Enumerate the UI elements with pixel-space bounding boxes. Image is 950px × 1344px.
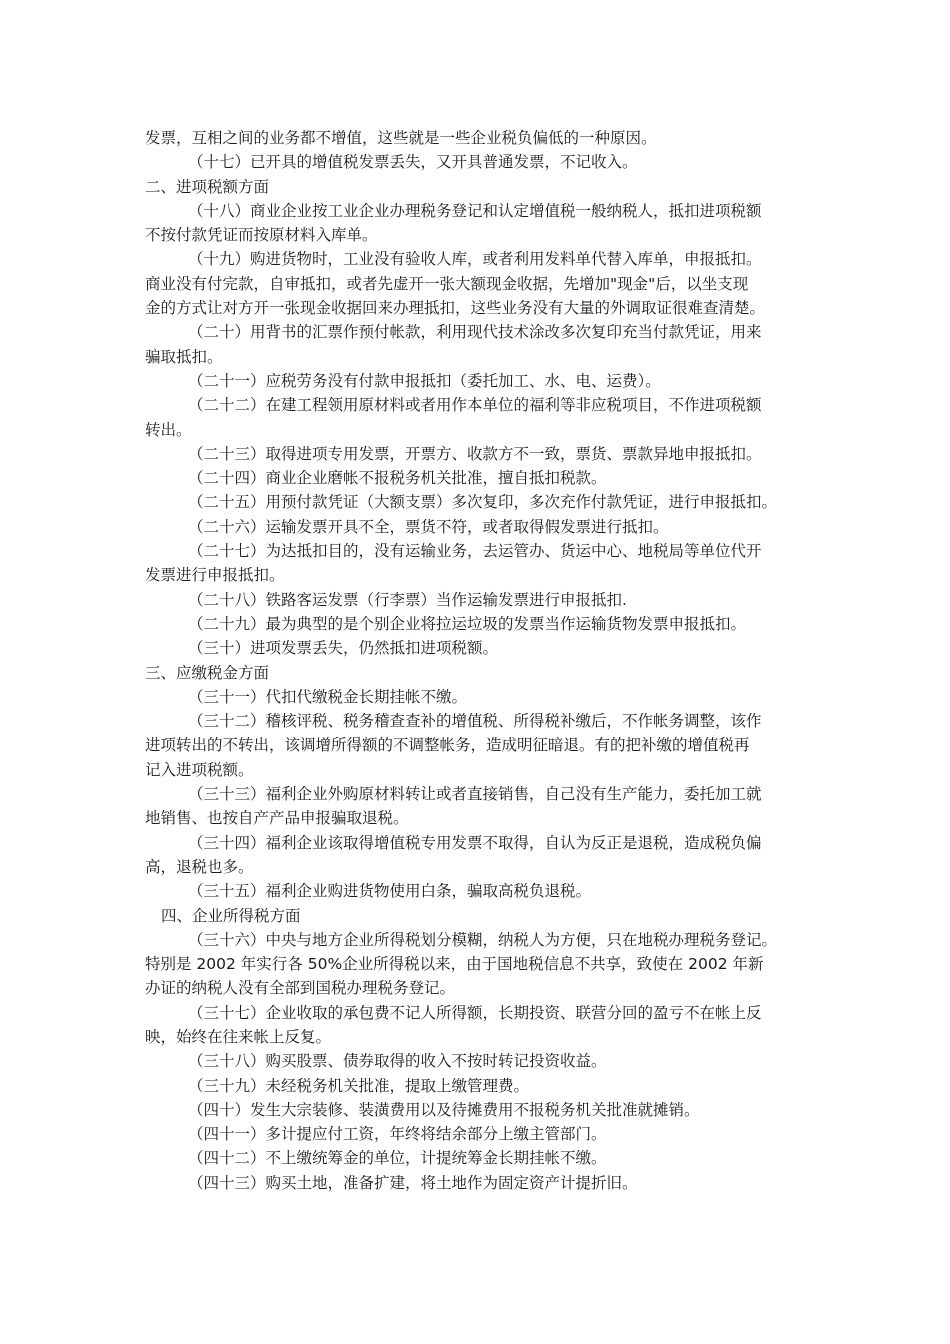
text-line: （三十七）企业收取的承包费不记人所得额，长期投资、联营分回的盈亏不在帐上反	[188, 1003, 762, 1022]
text-line: （二十九）最为典型的是个别企业将拉运垃圾的发票当作运输货物发票申报抵扣。	[188, 614, 747, 633]
text-line: （十八）商业企业按工业企业办理税务登记和认定增值税一般纳税人，抵扣进项税额	[188, 201, 762, 220]
text-line: （二十）用背书的汇票作预付帐款，利用现代技术涂改多次复印充当付款凭证，用来	[188, 323, 762, 342]
text-line: 记入进项税额。	[145, 760, 254, 779]
text-line: 转出。	[145, 420, 192, 439]
text-line: （四十）发生大宗装修、装潢费用以及待摊费用不报税务机关批准就摊销。	[188, 1100, 700, 1119]
text-line: 进项转出的不转出，该调增所得额的不调整帐务，造成明征暗退。有的把补缴的增值税再	[145, 736, 750, 755]
text-line: （二十八）铁路客运发票（行李票）当作运输发票进行申报抵扣.	[188, 590, 627, 609]
text-line: （三十四）福利企业该取得增值税专用发票不取得，自认为反正是退税，造成税负偏	[188, 833, 762, 852]
text-line: （四十三）购买土地，准备扩建，将土地作为固定资产计提折旧。	[188, 1173, 638, 1192]
text-line: （三十九）未经税务机关批准，提取上缴管理费。	[188, 1076, 530, 1095]
text-line: （十七）已开具的增值税发票丢失，又开具普通发票，不记收入。	[188, 153, 638, 172]
text-line: （四十二）不上缴统筹金的单位，计提统筹金长期挂帐不缴。	[188, 1149, 607, 1168]
text-line: 地销售、也按自产产品申报骗取退税。	[145, 809, 409, 828]
text-line: （三十八）购买股票、债券取得的收入不按时转记投资收益。	[188, 1052, 607, 1071]
text-line: 发票进行申报抵扣。	[145, 566, 285, 585]
text-line: 高，退税也多。	[145, 857, 254, 876]
text-line: 四、企业所得税方面	[161, 906, 301, 925]
text-line: （二十三）取得进项专用发票，开票方、收款方不一致，票货、票款异地申报抵扣。	[188, 444, 762, 463]
text-line: 商业没有付完款，自审抵扣，或者先虚开一张大额现金收据，先增加"现金"后，以坐支现	[145, 274, 749, 293]
text-line: 三、应缴税金方面	[145, 663, 270, 682]
text-line: 办证的纳税人没有全部到国税办理税务登记。	[145, 979, 456, 998]
text-line: （三十六）中央与地方企业所得税划分模糊，纳税人为方便，只在地税办理税务登记。	[188, 930, 778, 949]
text-line: （十九）购进货物时，工业没有验收人库，或者利用发料单代替入库单，申报抵扣。	[188, 250, 762, 269]
text-line: （三十三）福利企业外购原材料转让或者直接销售，自己没有生产能力，委托加工就	[188, 785, 762, 804]
text-line: 发票，互相之间的业务都不增值，这些就是一些企业税负偏低的一种原因。	[145, 129, 657, 147]
text-line: 不按付款凭证而按原材料入库单。	[145, 226, 378, 245]
text-line: 金的方式让对方开一张现金收据回来办理抵扣，这些业务没有大量的外调取证很难查清楚。	[145, 299, 766, 318]
text-line: （二十二）在建工程领用原材料或者用作本单位的福利等非应税项目，不作进项税额	[188, 396, 762, 415]
text-line: 骗取抵扣。	[145, 347, 223, 366]
text-line: （二十一）应税劳务没有付款申报抵扣（委托加工、水、电、运费）。	[188, 371, 661, 390]
text-line: （三十五）福利企业购进货物使用白条，骗取高税负退税。	[188, 882, 592, 901]
text-line: （二十四）商业企业磨帐不报税务机关批准，擅自抵扣税款。	[188, 469, 607, 488]
text-line: （二十七）为达抵扣目的，没有运输业务，去运管办、货运中心、地税局等单位代开	[188, 542, 762, 561]
text-line: （二十六）运输发票开具不全，票货不符，或者取得假发票进行抵扣。	[188, 517, 669, 536]
text-line: 特别是 2002 年实行各 50%企业所得税以来，由于国地税信息不共享，致使在 2002 年新	[145, 955, 764, 974]
text-line: （四十一）多计提应付工资，年终将结余部分上缴主管部门。	[188, 1125, 607, 1144]
text-line: （二十五）用预付款凭证（大额支票）多次复印，多次充作付款凭证，进行申报抵扣。	[188, 493, 778, 512]
text-line: （三十一）代扣代缴税金长期挂帐不缴。	[188, 687, 468, 706]
text-line: 映，始终在往来帐上反复。	[145, 1027, 332, 1046]
text-line: （三十）进项发票丢失，仍然抵扣进项税额。	[188, 639, 499, 658]
text-line: （三十二）稽核评税、税务稽查查补的增值税、所得税补缴后，不作帐务调整，该作	[188, 712, 762, 731]
text-line: 二、进项税额方面	[145, 177, 270, 196]
document-body	[145, 126, 810, 1195]
